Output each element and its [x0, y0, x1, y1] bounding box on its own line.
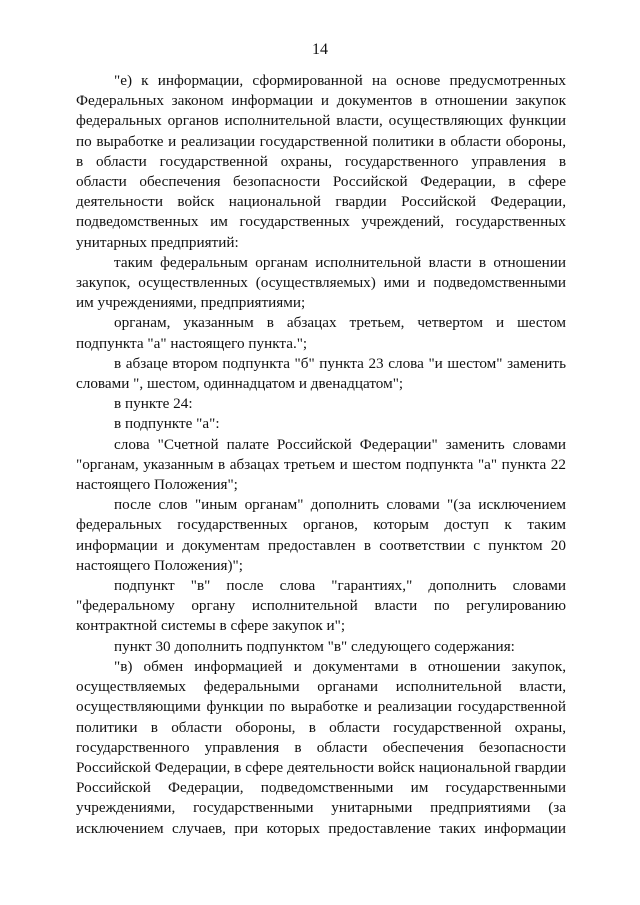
- paragraph-e: "е) к информации, сформированной на основе предусмотренных Федеральных законом информации и документов в отношении закупок федеральных органов исполнительной власти, осуществляющих функции по выработке и реализации государственной политики в области обороны, в области государственной охраны, государственного управления в области обеспечения безопасности Российской Федерации, в сфере деятельности войск национальной гвардии Российской Федерации, подведомственных им государственных учреждений, государственных унитарных предприятий:: [76, 72, 566, 251]
- paragraph-bodies-listed: органам, указанным в абзацах третьем, четвертом и шестом подпункта "а" настоящего пункта.";: [76, 314, 566, 352]
- paragraph-item-23: в абзаце втором подпункта "б" пункта 23 слова "и шестом" заменить словами ", шестом, одиннадцатом и двенадцатом";: [76, 354, 566, 393]
- paragraph-other-bodies: после слов "иным органам" дополнить словами "(за исключением федеральных государственных органов, которым доступ к таким информации и документам предоставлен в соответствии с пунктом 20 настоящего Положения)";: [76, 496, 566, 574]
- document-body: [76, 71, 566, 839]
- paragraph-item-24: в пункте 24:: [114, 395, 193, 413]
- paragraph-federal-bodies: таким федеральным органам исполнительной власти в отношении закупок, осуществленных (осуществляемых) ими и подведомственными им учреждениями, предприятиями;: [76, 253, 566, 312]
- paragraph-v-exchange: "в) обмен информацией и документами в отношении закупок, осуществляемых федеральными органами исполнительной власти, осуществляющими функции по выработке и реализации государственной политики в области обороны, в области государственной охраны, государственного управления в области обеспечения безопасности Российской Федерации, в сфере деятельности войск национальной гвардии Российской Федерации, подведомственными им государственными учреждениями, государственными унитарными предприятиями (за исключением случаев, при которых предоставление таких информации: [76, 657, 566, 837]
- paragraph-subitem-v: подпункт "в" после слова "гарантиях," дополнить словами "федеральному органу исполнительной власти по регулированию контрактной системы в сфере закупок и";: [76, 577, 566, 635]
- paragraph-words-replace: слова "Счетной палате Российской Федерации" заменить словами "органам, указанным в абзацах третьем и шестом подпункта "а" пункта 22 настоящего Положения";: [76, 435, 566, 494]
- page-number: 14: [312, 41, 328, 58]
- paragraph-item-30: пункт 30 дополнить подпунктом "в" следующего содержания:: [114, 637, 515, 655]
- paragraph-subitem-a: в подпункте "а":: [114, 415, 220, 433]
